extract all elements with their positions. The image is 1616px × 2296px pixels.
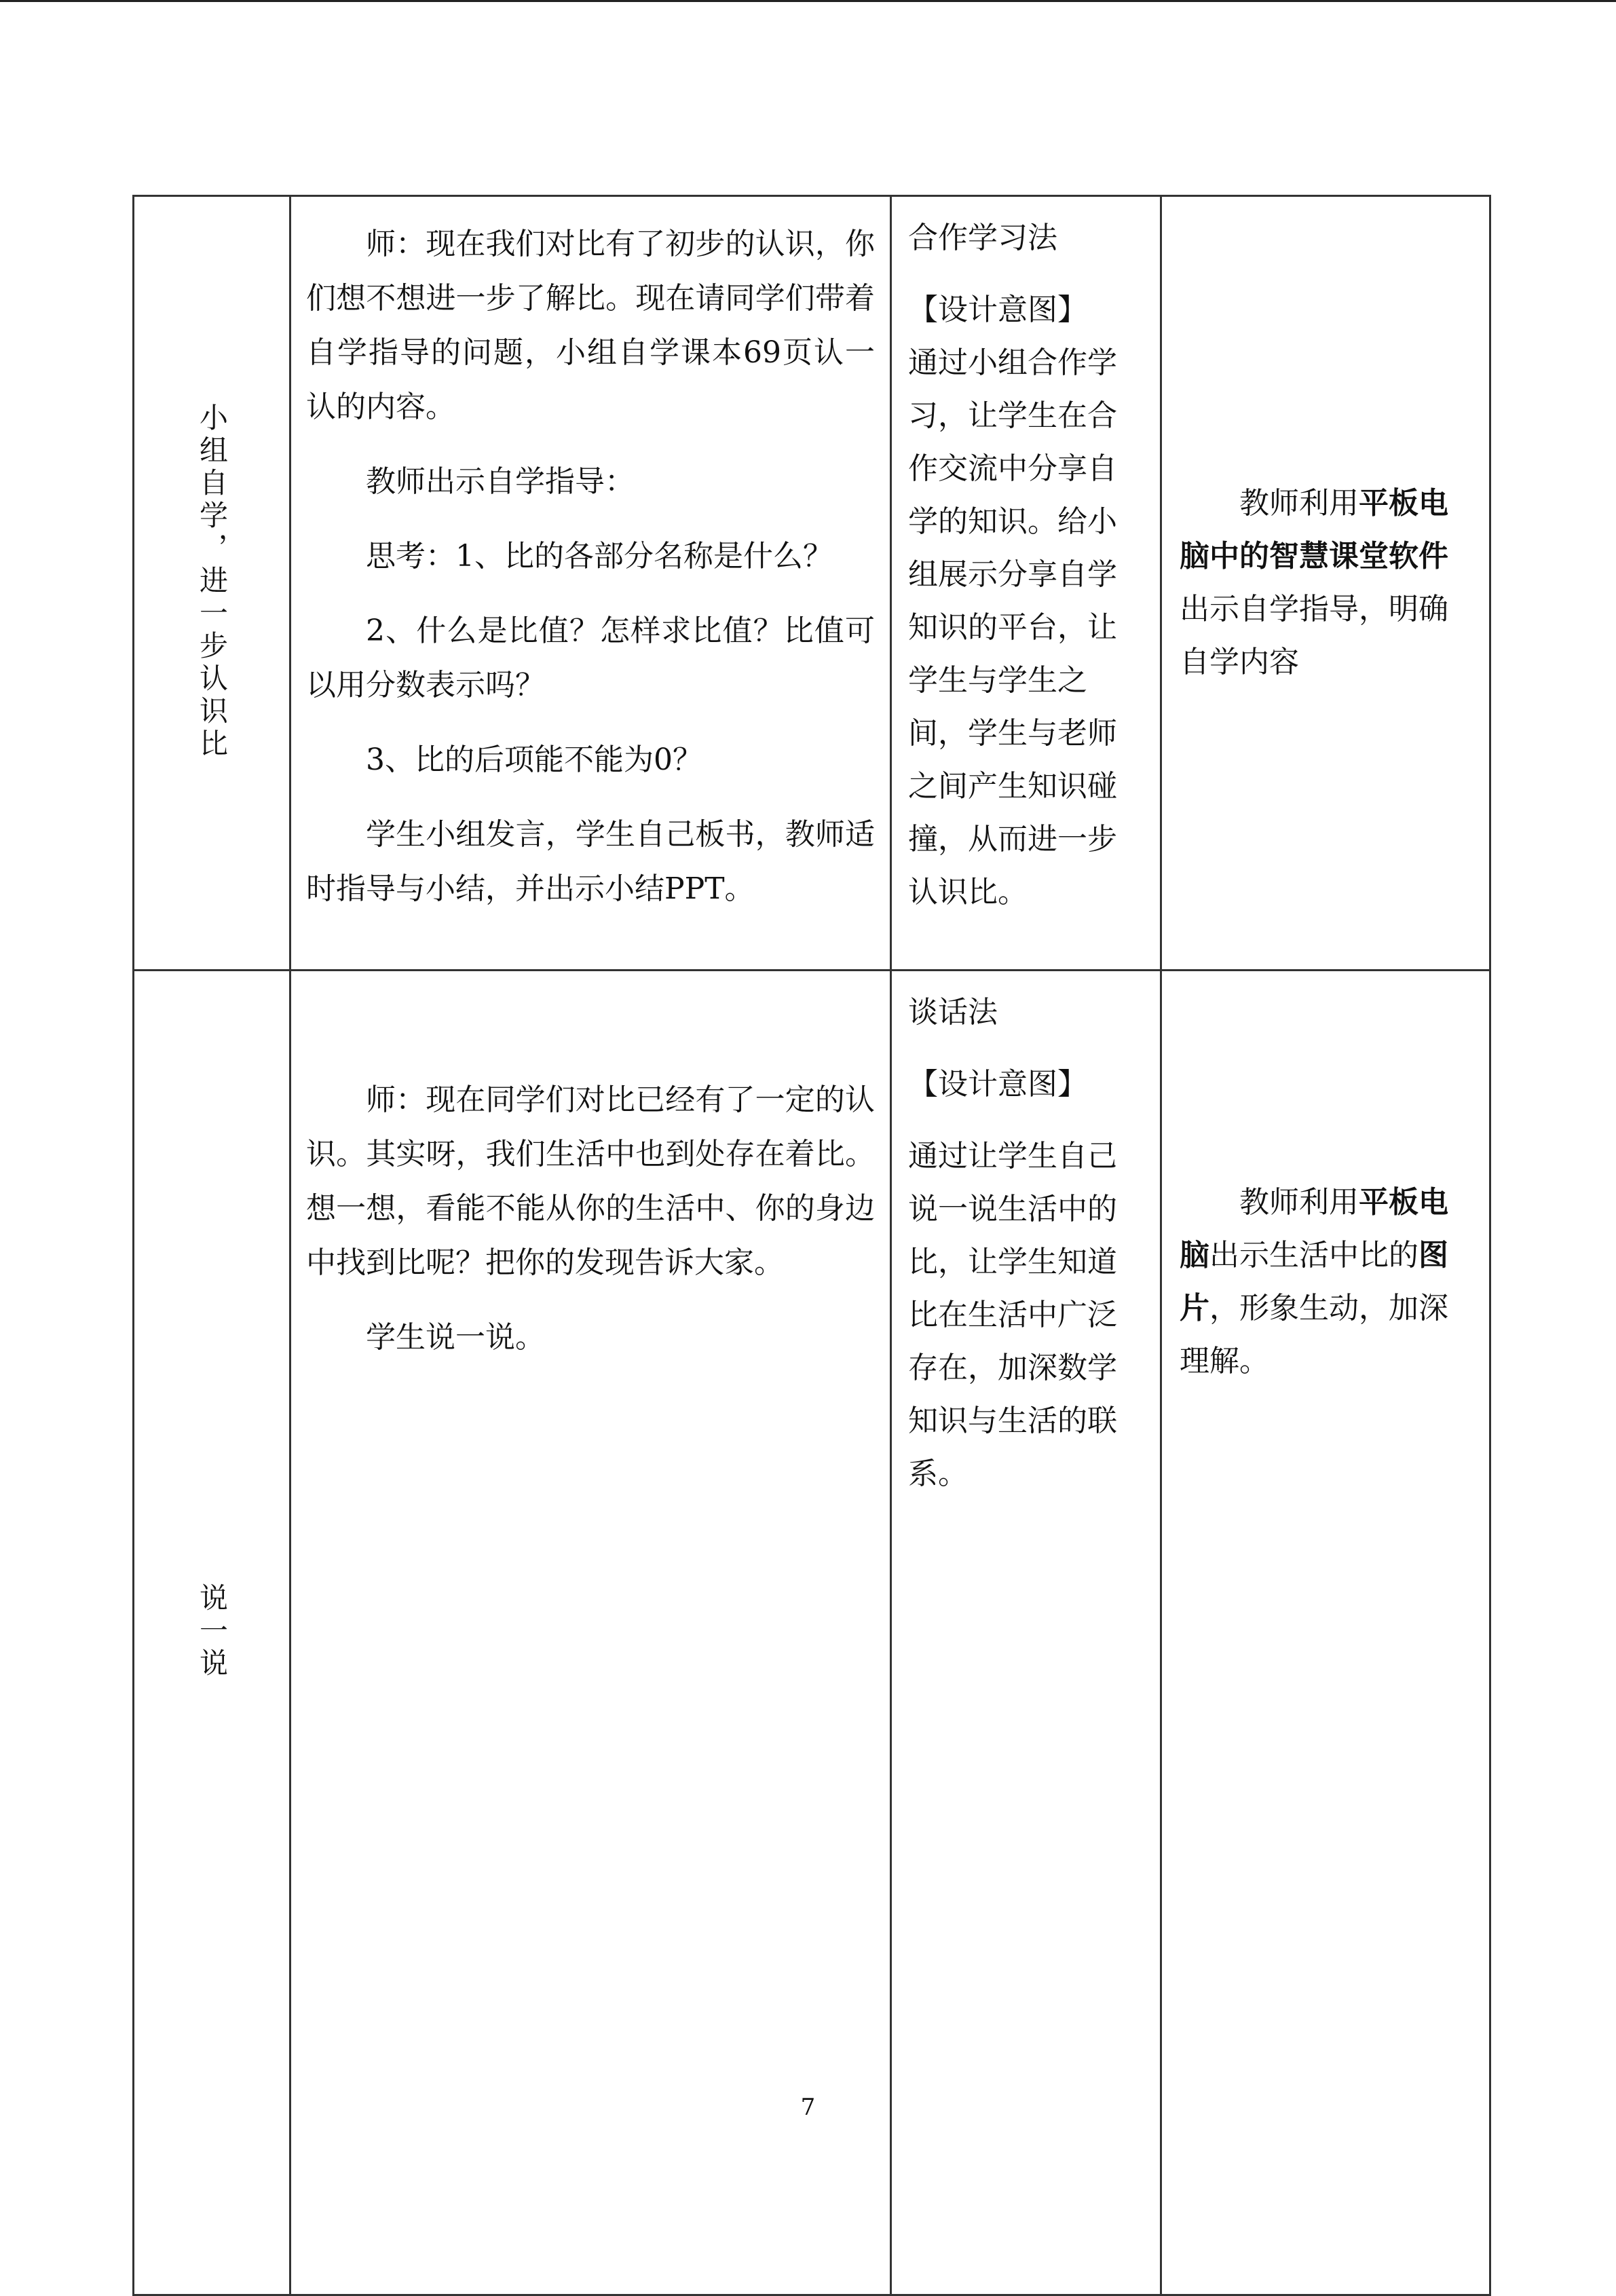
process-paragraph: 学生说一说。 xyxy=(366,1320,545,1355)
page-top-border xyxy=(0,0,1616,2)
process-paragraph: 师：现在同学们对比已经有了一定的认识。其实呀，我们生活中也到处存在着比。想一想，看能不能从你的生活中、你的身边中找到比呢？把你的发现告诉大家。 xyxy=(306,1083,875,1280)
technology-cell xyxy=(1161,196,1490,971)
method-cell xyxy=(891,196,1161,971)
process-paragraph: 2、什么是比值？怎样求比值？比值可以用分数表示吗？ xyxy=(306,614,875,702)
stage-label: 小组自学，进一步认识比 xyxy=(195,402,229,761)
tech-bold-part: 图片 xyxy=(1180,1238,1448,1325)
design-intent-text: 通过让学生自己说一说生活中的比，让学生知道比在生活中广泛存在，加深数学知识与生活的联系。 xyxy=(908,1139,1117,1491)
process-paragraph: 教师出示自学指导： xyxy=(366,464,635,499)
process-paragraph: 3、比的后项能不能为0？ xyxy=(366,742,702,777)
tech-text-part: 教师利用 xyxy=(1239,1185,1359,1220)
page-number: 7 xyxy=(800,2094,816,2121)
method-name: 合作学习法 xyxy=(908,221,1057,255)
tech-text-part: 教师利用 xyxy=(1239,486,1359,521)
design-intent-label: 【设计意图】 xyxy=(908,1067,1087,1102)
teaching-process-cell xyxy=(290,196,891,971)
tech-bold-part: 平板电脑 xyxy=(1180,1185,1448,1273)
tech-text-part: 出示自学指导，明确自学内容 xyxy=(1180,592,1448,679)
tech-text-part: ，形象生动，加深理解。 xyxy=(1180,1291,1448,1378)
technology-text xyxy=(1180,1176,1471,1388)
lesson-plan-table xyxy=(132,195,1491,2296)
technology-text xyxy=(1180,477,1471,689)
design-intent-label: 【设计意图】 xyxy=(908,293,1087,327)
design-intent-text: 通过小组合作学习，让学生在合作交流中分享自学的知识。给小组展示分享自学知识的平台，让学生与学生之间，学生与老师之间产生知识碰撞，从而进一步认识比。 xyxy=(908,345,1117,909)
stage-cell xyxy=(134,196,290,971)
tech-bold-part: 平板电脑中的智慧课堂软件 xyxy=(1180,486,1448,573)
table-row xyxy=(134,196,1490,971)
process-paragraph: 思考：1、比的各部分名称是什么？ xyxy=(366,539,833,573)
process-paragraph: 师：现在我们对比有了初步的认识，你们想不想进一步了解比。现在请同学们带着自学指导的问题，小组自学课本69页认一认的内容。 xyxy=(306,227,875,424)
process-paragraph: 学生小组发言，学生自己板书，教师适时指导与小结，并出示小结PPT。 xyxy=(306,817,875,906)
method-name: 谈话法 xyxy=(908,995,998,1030)
stage-label: 说一说 xyxy=(195,1582,229,1680)
tech-text-part: 出示生活中比的 xyxy=(1209,1238,1418,1273)
